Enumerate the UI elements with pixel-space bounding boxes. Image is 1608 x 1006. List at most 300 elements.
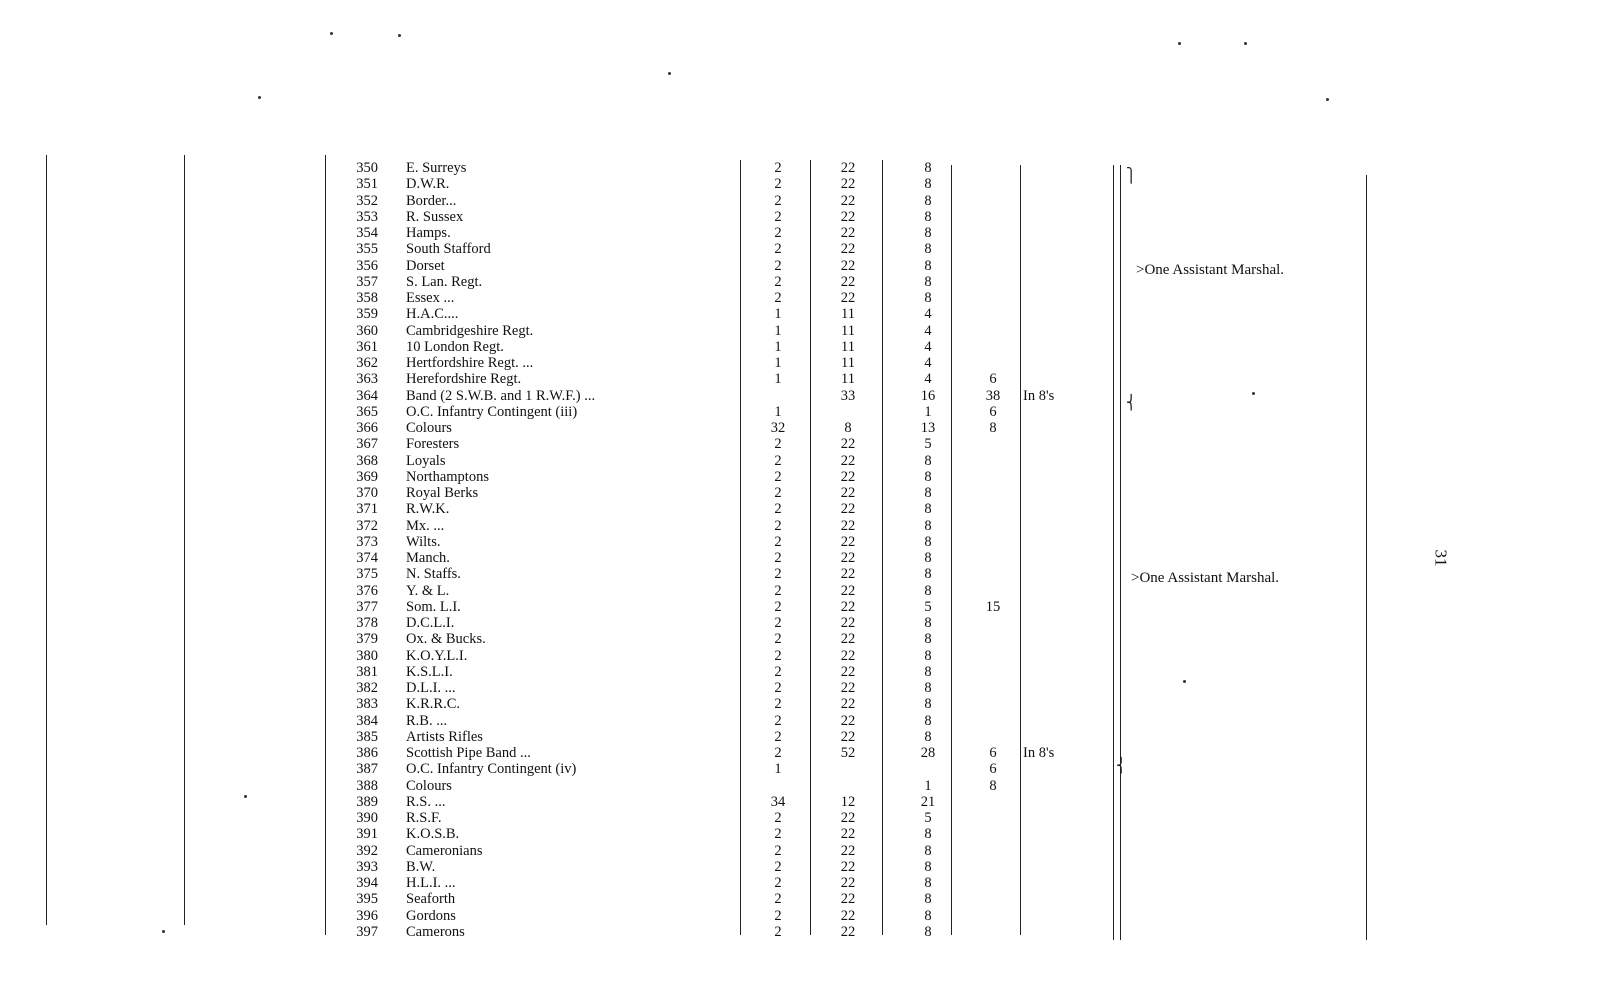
table-row <box>338 664 1058 680</box>
table-row <box>338 826 1058 842</box>
officers-value: 2 <box>774 842 782 859</box>
unit-name: Foresters <box>406 436 460 453</box>
other-ranks-value: 22 <box>840 208 856 225</box>
unit-name: R.B. ... <box>406 712 448 729</box>
unit-name: Colours <box>406 777 452 794</box>
table-row <box>338 274 1058 290</box>
officers-value: 2 <box>774 273 782 290</box>
unit-name: R.S.F. <box>406 810 442 826</box>
table-row <box>338 875 1058 891</box>
officers-value: 1 <box>774 371 782 388</box>
band-value: 6 <box>989 761 997 778</box>
unit-name: Loyals <box>406 452 446 469</box>
row-number: 354 <box>356 225 378 241</box>
marshal-note: >One Assistant Marshal. <box>1136 262 1285 278</box>
table-row <box>338 258 1058 274</box>
unit-name: Colours <box>406 420 452 436</box>
other-ranks-value: 22 <box>840 501 856 518</box>
files-value: 1 <box>924 777 932 794</box>
unit-name: Mx. ... <box>406 517 445 534</box>
officers-value: 2 <box>774 907 782 924</box>
row-number: 385 <box>356 728 378 745</box>
scan-speck <box>1183 680 1186 683</box>
other-ranks-value: 22 <box>840 566 856 583</box>
officers-value: 2 <box>774 615 782 631</box>
row-number: 384 <box>356 712 378 729</box>
table-row <box>338 778 1058 794</box>
row-number: 391 <box>356 826 378 843</box>
other-ranks-value: 11 <box>841 322 855 339</box>
scan-speck <box>1244 42 1247 45</box>
officers-value: 2 <box>774 468 782 485</box>
table-row <box>338 924 1058 940</box>
other-ranks-value: 11 <box>841 338 855 355</box>
row-number: 362 <box>356 355 378 371</box>
table-row <box>338 176 1058 192</box>
unit-name: R.S. ... <box>406 793 446 810</box>
band-value: 8 <box>989 420 997 436</box>
other-ranks-value: 22 <box>840 826 856 843</box>
row-number: 361 <box>356 338 378 355</box>
officers-value: 2 <box>774 728 782 745</box>
rule-line <box>1120 165 1121 940</box>
remark-text: In 8's <box>1023 387 1055 404</box>
unit-name: B.W. <box>406 858 436 875</box>
other-ranks-value: 22 <box>840 858 856 875</box>
row-number: 371 <box>356 501 378 518</box>
officers-value: 2 <box>774 533 782 550</box>
table-row <box>338 696 1058 712</box>
files-value: 8 <box>924 550 932 566</box>
files-value: 8 <box>924 891 932 908</box>
other-ranks-value: 22 <box>840 273 856 290</box>
unit-name: S. Lan. Regt. <box>406 273 483 290</box>
files-value: 8 <box>924 192 932 209</box>
officers-value: 2 <box>774 517 782 534</box>
table-row <box>338 648 1058 664</box>
row-number: 351 <box>356 176 378 193</box>
officers-value: 2 <box>774 290 782 306</box>
officers-value: 2 <box>774 826 782 843</box>
table-row <box>338 469 1058 485</box>
brace-icon: ⎨ <box>1126 396 1137 411</box>
files-value: 8 <box>924 468 932 485</box>
row-number: 382 <box>356 680 378 696</box>
row-number: 359 <box>356 306 378 323</box>
officers-value: 2 <box>774 436 782 453</box>
rule-line <box>325 155 326 935</box>
officers-value: 2 <box>774 582 782 599</box>
table-row <box>338 518 1058 534</box>
unit-name: Cameronians <box>406 842 483 859</box>
unit-name: D.L.I. ... <box>406 680 456 696</box>
table-row <box>338 306 1058 322</box>
files-value: 8 <box>924 501 932 518</box>
rule-line <box>1366 175 1367 940</box>
files-value: 5 <box>924 810 932 826</box>
unit-name: Artists Rifles <box>406 728 483 745</box>
other-ranks-value: 22 <box>840 615 856 631</box>
table-row <box>338 193 1058 209</box>
unit-name: D.C.L.I. <box>406 615 455 631</box>
row-number: 369 <box>356 468 378 485</box>
table-row <box>338 615 1058 631</box>
other-ranks-value: 11 <box>841 355 855 371</box>
files-value: 8 <box>924 290 932 306</box>
files-value: 8 <box>924 842 932 859</box>
other-ranks-value: 22 <box>840 647 856 664</box>
unit-name: D.W.R. <box>406 176 450 193</box>
unit-name: H.L.I. ... <box>406 875 456 891</box>
unit-name: South Stafford <box>406 241 491 258</box>
officers-value: 2 <box>774 663 782 680</box>
table-row <box>338 713 1058 729</box>
row-number: 367 <box>356 436 378 453</box>
officers-value: 1 <box>774 403 782 420</box>
officers-value: 1 <box>774 355 782 371</box>
table-row <box>338 209 1058 225</box>
files-value: 13 <box>920 420 936 436</box>
row-number: 374 <box>356 550 378 566</box>
officers-value: 2 <box>774 745 782 761</box>
row-number: 355 <box>356 241 378 258</box>
band-value: 8 <box>989 777 997 794</box>
files-value: 8 <box>924 696 932 713</box>
files-value: 8 <box>924 273 932 290</box>
unit-name: Northamptons <box>406 468 489 485</box>
unit-name: Seaforth <box>406 891 456 908</box>
other-ranks-value: 22 <box>840 241 856 258</box>
files-value: 8 <box>924 566 932 583</box>
table-row <box>338 891 1058 907</box>
files-value: 8 <box>924 485 932 501</box>
other-ranks-value: 11 <box>841 371 855 388</box>
row-number: 393 <box>356 858 378 875</box>
band-value: 6 <box>989 371 997 388</box>
table-row <box>338 794 1058 810</box>
table-row <box>338 371 1058 387</box>
table-row <box>338 160 1058 176</box>
row-number: 387 <box>356 761 378 778</box>
other-ranks-value: 22 <box>840 696 856 713</box>
table-row <box>338 680 1058 696</box>
files-value: 8 <box>924 533 932 550</box>
officers-value: 2 <box>774 452 782 469</box>
row-number: 365 <box>356 403 378 420</box>
other-ranks-value: 22 <box>840 176 856 193</box>
unit-name: Dorset <box>406 257 445 274</box>
files-value: 8 <box>924 631 932 648</box>
files-value: 1 <box>924 403 932 420</box>
officers-value: 2 <box>774 241 782 258</box>
files-value: 21 <box>920 793 936 810</box>
row-number: 397 <box>356 923 378 940</box>
officers-value: 1 <box>774 761 782 778</box>
unit-name: K.R.R.C. <box>406 696 460 713</box>
files-value: 8 <box>924 176 932 193</box>
scan-speck <box>330 32 333 35</box>
row-number: 366 <box>356 420 378 436</box>
other-ranks-value: 22 <box>840 728 856 745</box>
row-number: 373 <box>356 533 378 550</box>
files-value: 8 <box>924 257 932 274</box>
files-value: 8 <box>924 615 932 631</box>
row-number: 350 <box>356 160 378 176</box>
other-ranks-value: 22 <box>840 712 856 729</box>
other-ranks-value: 22 <box>840 663 856 680</box>
row-number: 363 <box>356 371 378 388</box>
files-value: 4 <box>924 371 932 388</box>
table-row <box>338 436 1058 452</box>
files-value: 8 <box>924 208 932 225</box>
row-number: 396 <box>356 907 378 924</box>
unit-name: O.C. Infantry Contingent (iii) <box>406 403 578 420</box>
row-number: 376 <box>356 582 378 599</box>
row-number: 358 <box>356 290 378 306</box>
table-row <box>338 241 1058 257</box>
scan-speck <box>1178 42 1181 45</box>
other-ranks-value: 22 <box>840 533 856 550</box>
band-value: 15 <box>985 598 1001 615</box>
other-ranks-value: 22 <box>840 225 856 241</box>
officers-value: 2 <box>774 208 782 225</box>
unit-name: Hamps. <box>406 225 451 241</box>
unit-name: Cambridgeshire Regt. <box>406 322 534 339</box>
files-value: 5 <box>924 436 932 453</box>
brace-icon: ⎨ <box>1116 759 1127 774</box>
row-number: 394 <box>356 875 378 891</box>
other-ranks-value: 22 <box>840 517 856 534</box>
row-number: 395 <box>356 891 378 908</box>
officers-value: 2 <box>774 631 782 648</box>
officers-value: 2 <box>774 891 782 908</box>
officers-value: 2 <box>774 192 782 209</box>
table-row <box>338 404 1058 420</box>
unit-name: Gordons <box>406 907 456 924</box>
row-number: 364 <box>356 387 378 404</box>
rule-line <box>1113 165 1114 940</box>
scan-speck <box>162 930 165 933</box>
other-ranks-value: 22 <box>840 598 856 615</box>
marshal-note: >One Assistant Marshal. <box>1131 570 1280 586</box>
scan-speck <box>258 96 261 99</box>
other-ranks-value: 22 <box>840 290 856 306</box>
officers-value: 2 <box>774 501 782 518</box>
officers-value: 1 <box>774 306 782 323</box>
other-ranks-value: 22 <box>840 842 856 859</box>
files-value: 4 <box>924 306 932 323</box>
table-row <box>338 550 1058 566</box>
table-row <box>338 631 1058 647</box>
row-number: 383 <box>356 696 378 713</box>
row-number: 357 <box>356 273 378 290</box>
officers-value: 2 <box>774 225 782 241</box>
scan-speck <box>244 795 247 798</box>
unit-name: R.W.K. <box>406 501 450 518</box>
unit-name: N. Staffs. <box>406 566 461 583</box>
officers-value: 2 <box>774 858 782 875</box>
officers-value: 2 <box>774 875 782 891</box>
table-row <box>338 290 1058 306</box>
row-number: 386 <box>356 745 378 761</box>
officers-value: 2 <box>774 598 782 615</box>
band-value: 6 <box>989 403 997 420</box>
other-ranks-value: 22 <box>840 550 856 566</box>
other-ranks-value: 22 <box>840 468 856 485</box>
unit-name: H.A.C.... <box>406 306 459 323</box>
table-row <box>338 761 1058 777</box>
files-value: 8 <box>924 923 932 940</box>
row-number: 375 <box>356 566 378 583</box>
other-ranks-value: 22 <box>840 907 856 924</box>
table-row <box>338 745 1058 761</box>
unit-name: K.O.Y.L.I. <box>406 647 468 664</box>
row-number: 377 <box>356 598 378 615</box>
scan-speck <box>1326 98 1329 101</box>
remark-text: In 8's <box>1023 745 1055 761</box>
other-ranks-value: 11 <box>841 306 855 323</box>
unit-name: Camerons <box>406 923 465 940</box>
officers-value: 2 <box>774 923 782 940</box>
officers-value: 2 <box>774 647 782 664</box>
unit-name: K.S.L.I. <box>406 663 453 680</box>
other-ranks-value: 22 <box>840 875 856 891</box>
unit-name: Ox. & Bucks. <box>406 631 486 648</box>
unit-name: Scottish Pipe Band ... <box>406 745 531 761</box>
table-row <box>338 323 1058 339</box>
unit-name: Som. L.I. <box>406 598 461 615</box>
officers-value: 2 <box>774 257 782 274</box>
band-value: 6 <box>989 745 997 761</box>
unit-name: K.O.S.B. <box>406 826 460 843</box>
other-ranks-value: 52 <box>840 745 856 761</box>
row-number: 380 <box>356 647 378 664</box>
officers-value: 2 <box>774 485 782 501</box>
files-value: 4 <box>924 338 932 355</box>
files-value: 4 <box>924 322 932 339</box>
unit-name: Border... <box>406 192 457 209</box>
officers-value: 1 <box>774 322 782 339</box>
unit-name: Manch. <box>406 550 450 566</box>
officers-value: 2 <box>774 810 782 826</box>
files-value: 8 <box>924 680 932 696</box>
files-value: 8 <box>924 241 932 258</box>
officers-value: 34 <box>770 793 786 810</box>
table-row <box>338 843 1058 859</box>
row-number: 379 <box>356 631 378 648</box>
other-ranks-value: 22 <box>840 485 856 501</box>
other-ranks-value: 8 <box>844 420 852 436</box>
files-value: 8 <box>924 225 932 241</box>
files-value: 8 <box>924 875 932 891</box>
unit-name: Band (2 S.W.B. and 1 R.W.F.) ... <box>406 387 596 404</box>
scan-speck <box>668 72 671 75</box>
row-number: 352 <box>356 192 378 209</box>
unit-name: O.C. Infantry Contingent (iv) <box>406 761 577 778</box>
rule-line <box>184 155 185 925</box>
row-number: 388 <box>356 777 378 794</box>
other-ranks-value: 12 <box>840 793 856 810</box>
rule-line <box>46 155 47 925</box>
files-value: 8 <box>924 647 932 664</box>
other-ranks-value: 22 <box>840 192 856 209</box>
page-number: 31 <box>1431 549 1451 567</box>
table-row <box>338 355 1058 371</box>
officers-value: 1 <box>774 338 782 355</box>
other-ranks-value: 22 <box>840 436 856 453</box>
files-value: 8 <box>924 728 932 745</box>
band-value: 38 <box>985 387 1001 404</box>
row-number: 370 <box>356 485 378 501</box>
files-value: 8 <box>924 582 932 599</box>
unit-name: E. Surreys <box>406 160 467 176</box>
row-number: 390 <box>356 810 378 826</box>
table-row <box>338 566 1058 582</box>
unit-name: Essex ... <box>406 290 455 306</box>
unit-name: Herefordshire Regt. <box>406 371 522 388</box>
officers-value: 2 <box>774 176 782 193</box>
officers-value: 2 <box>774 680 782 696</box>
row-number: 381 <box>356 663 378 680</box>
table-row <box>338 225 1058 241</box>
row-number: 372 <box>356 517 378 534</box>
other-ranks-value: 22 <box>840 582 856 599</box>
row-number: 353 <box>356 208 378 225</box>
other-ranks-value: 22 <box>840 923 856 940</box>
files-value: 8 <box>924 907 932 924</box>
brace-icon: ⎫ <box>1126 169 1137 184</box>
unit-name: Hertfordshire Regt. ... <box>406 355 534 371</box>
files-value: 8 <box>924 663 932 680</box>
table-row <box>338 388 1058 404</box>
other-ranks-value: 22 <box>840 631 856 648</box>
other-ranks-value: 22 <box>840 810 856 826</box>
unit-name: Wilts. <box>406 533 441 550</box>
officers-value: 2 <box>774 160 782 176</box>
files-value: 28 <box>920 745 936 761</box>
officers-value: 2 <box>774 712 782 729</box>
files-value: 5 <box>924 598 932 615</box>
table-row <box>338 810 1058 826</box>
other-ranks-value: 22 <box>840 680 856 696</box>
files-value: 4 <box>924 355 932 371</box>
other-ranks-value: 22 <box>840 452 856 469</box>
files-value: 8 <box>924 160 932 176</box>
table-row <box>338 599 1058 615</box>
scan-speck <box>398 34 401 37</box>
files-value: 8 <box>924 452 932 469</box>
other-ranks-value: 22 <box>840 160 856 176</box>
row-number: 378 <box>356 615 378 631</box>
officers-value: 2 <box>774 566 782 583</box>
other-ranks-value: 22 <box>840 891 856 908</box>
unit-name: Y. & L. <box>406 582 450 599</box>
table-row <box>338 859 1058 875</box>
row-number: 389 <box>356 793 378 810</box>
files-value: 8 <box>924 517 932 534</box>
other-ranks-value: 22 <box>840 257 856 274</box>
unit-name: R. Sussex <box>406 208 464 225</box>
unit-name: 10 London Regt. <box>406 338 504 355</box>
other-ranks-value: 33 <box>840 387 856 404</box>
scan-speck <box>1252 392 1255 395</box>
table-row <box>338 485 1058 501</box>
files-value: 8 <box>924 712 932 729</box>
row-number: 360 <box>356 322 378 339</box>
officers-value: 2 <box>774 550 782 566</box>
row-number: 392 <box>356 842 378 859</box>
unit-name: Royal Berks <box>406 485 479 501</box>
